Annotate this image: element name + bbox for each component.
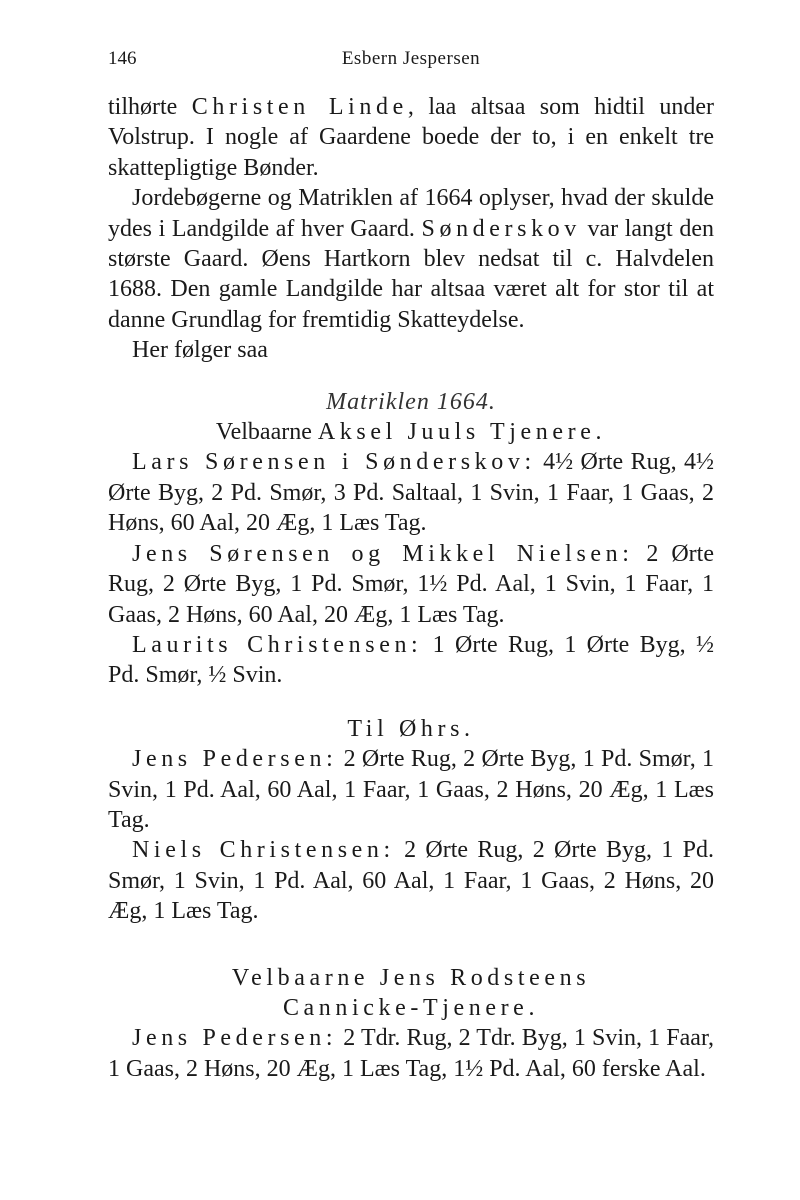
- paragraph-text: var langt den største Gaard. Øens Hartkorn blev nedsat til c. Halvdelen 1688. Den gamle Landgilde har altsaa været alt for stor til at danne Grundlag for fremtidig Skatteydelse.: [108, 215, 714, 333]
- section-heading: Cannicke-Tjenere.: [282, 994, 540, 1021]
- body-text: [108, 92, 714, 1084]
- list-item: [108, 447, 714, 538]
- paragraph: Her følger saa: [132, 337, 268, 364]
- list-item: [108, 744, 714, 835]
- paragraph-text: tilhørte: [108, 94, 192, 120]
- spaced-name: Sønderskov: [421, 215, 581, 242]
- entry-name: Jens Pedersen:: [132, 1025, 338, 1052]
- running-title: Esbern Jespersen: [341, 48, 481, 69]
- spaced-name: Christen Linde: [191, 94, 408, 120]
- paragraph: [108, 92, 714, 183]
- section-heading: [108, 417, 714, 447]
- list-item: [108, 835, 714, 926]
- list-item: [108, 1023, 714, 1084]
- entry-text: 2 Tdr. Rug, 2 Tdr. Byg, 1 Svin, 1 Faar, 1 Gaas, 2 Høns, 20 Æg, 1 Læs Tag, 1½ Pd. Aal, 60 ferske Aal.: [108, 1025, 714, 1082]
- section-title: Matriklen 1664.: [326, 388, 496, 415]
- entry-text: 4½ Ørte Rug, 4½ Ørte Byg, 2 Pd. Smør, 3 Pd. Saltaal, 1 Svin, 1 Faar, 1 Gaas, 2 Høns, 60 Aal, 20 Æg, 1 Læs Tag.: [108, 449, 714, 537]
- paragraph-text: Jordebøgerne og Matriklen af 1664 oplyser, hvad der skulde ydes i Landgilde af hver Gaard.: [108, 185, 714, 242]
- list-item: [108, 630, 714, 691]
- book-page: [108, 46, 714, 1084]
- heading-prefix: Velbaarne: [215, 419, 318, 446]
- list-item: [108, 539, 714, 630]
- section-heading: Velbaarne Jens Rodsteens: [231, 964, 591, 991]
- entry-name: Jens Pedersen:: [132, 746, 338, 773]
- entry-name: Lars Sørensen i Sønderskov:: [132, 449, 536, 476]
- entry-name: Laurits Christensen:: [132, 631, 423, 658]
- entry-text: 1 Ørte Rug, 1 Ørte Byg, ½ Pd. Smør, ½ Svin.: [108, 631, 714, 689]
- page-number: 146: [108, 48, 137, 69]
- entry-name: Jens Sørensen og Mikkel Nielsen:: [132, 540, 634, 567]
- entry-text: 2 Ørte Rug, 2 Ørte Byg, 1 Pd. Smør, 1 Svin, 1 Pd. Aal, 60 Aal, 1 Faar, 1 Gaas, 2 Høns, 20 Æg, 1 Læs Tag.: [108, 746, 714, 833]
- section-heading: Til Øhrs.: [347, 715, 475, 742]
- paragraph-text: , laa altsaa som hidtil under Volstrup. I nogle af Gaardene boede der to, i en enkelt tre skattepligtige Bønder.: [108, 94, 714, 181]
- running-head: [108, 46, 714, 76]
- paragraph: [108, 183, 714, 335]
- spaced-name: Aksel Juuls Tjenere.: [317, 419, 607, 446]
- entry-name: Niels Christensen:: [132, 837, 395, 864]
- entry-text: 2 Ørte Rug, 2 Ørte Byg, 1 Pd. Smør, 1½ Pd. Aal, 1 Svin, 1 Faar, 1 Gaas, 2 Høns, 60 Aal, 20 Æg, 1 Læs Tag.: [108, 540, 714, 628]
- entry-text: 2 Ørte Rug, 2 Ørte Byg, 1 Pd. Smør, 1 Svin, 1 Pd. Aal, 60 Aal, 1 Faar, 1 Gaas, 2 Høns, 20 Æg, 1 Læs Tag.: [108, 837, 715, 925]
